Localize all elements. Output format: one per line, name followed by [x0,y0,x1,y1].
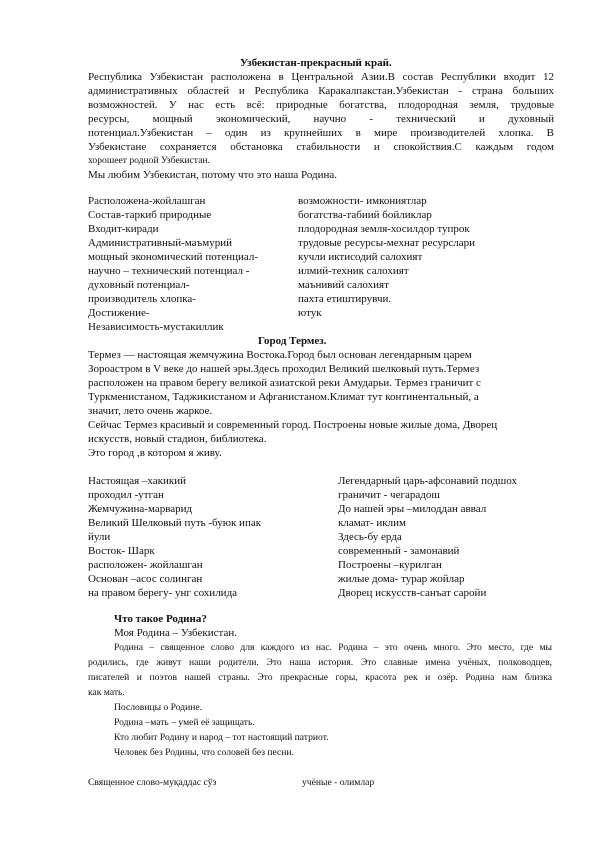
vocab-right-item: богатства-табиий бойликлар [298,209,432,221]
vocab-left-item: Расположена-жойлашган [88,195,206,207]
vocab-right-item: Здесь-бу ерда [338,531,402,543]
vocab-right-item: плодородная земля-хосилдор тупрок [298,223,470,235]
vocab-left-item: Восток- Шарк [88,545,155,557]
vocab-right-item: современный - замонавий [338,545,460,557]
vocab-right-item: граничит - чегарадош [338,489,440,501]
paragraph-line: искусств, новый стадион, библиотека. [88,433,267,445]
vocab-left-item: Состав-таркиб природные [88,209,212,221]
paragraph-line: ресурсы, мощный экономический, научно - технический и духовный [88,113,554,125]
paragraph-line: хорошеет родной Узбекистан. [88,155,210,166]
paragraph-line: потенциал.Узбекистан – один из крупнейших в мире производителей хлопка. В [88,127,554,139]
proverb-item: Человек без Родины, что соловей без песни. [114,747,294,758]
paragraph-line: административных областей и Республика Каракалпакстан.Узбекистан - страна больших [88,85,554,97]
paragraph-line: писателей и поэтов нашей страны. Это прекрасные горы, красота рек и озёр. Родина нам близка [88,672,552,683]
vocab-left-item: производитель хлопка- [88,293,196,305]
vocab-left-item: Настоящая –хакикий [88,475,186,487]
vocab-left-item: йули [88,531,111,543]
vocab-left-item: на правом берегу- унг сохилида [88,587,238,599]
vocab-left-item: проходил -утган [88,489,164,501]
vocab-right-item: маънивий салохият [298,279,389,291]
vocab-left-item: Великий Шелковый путь -буюк ипак [88,517,262,529]
paragraph-closing: Мы любим Узбекистан, потому что это наша Родина. [88,169,338,181]
paragraph-line: Термез — настоящая жемчужина Востока.Город был основан легендарным царем [88,349,472,361]
vocab-right-item: Построены –курилган [338,559,442,571]
vocab-left-item: расположен- жойлашган [88,559,203,571]
vocab-right-item: До нашей эры –милоддан аввал [338,503,487,515]
vocab-right-item: жилые дома- турар жойлар [338,573,465,585]
vocab-right-item: Дворец искусств-санъат саройи [338,587,487,599]
section-title-uzbekistan: Узбекистан-прекрасный край. [240,57,392,69]
paragraph-line: Туркменистаном, Таджикистаном и Афганистаном.Климат тут континентальный, а [88,391,479,403]
vocab-left-item: Жемчужина-марварид [88,503,193,515]
paragraph-line: Зороастром в V веке до нашей эры.Здесь проходил Великий шелковый путь.Термез [88,363,480,375]
paragraph-line: возможностей. У нас есть всё: природные богатства, плодородная земля, трудовые [88,99,554,111]
vocab-left-item: Входит-киради [88,223,159,235]
vocab-left-item: Основан –асос солинган [88,573,203,585]
footer-vocab-left: Священное слово-муқаддас сўз [88,777,217,788]
paragraph-line: значит, лето очень жаркое. [88,405,213,417]
vocab-right-item: трудовые ресурсы-мехнат ресурслари [298,237,476,249]
paragraph-line: расположен на правом берегу великой азиатской реки Амударьи. Термез граничит с [88,377,481,389]
section-question: Что такое Родина? [114,613,207,625]
proverb-item: Родина –мать – умей её защищать. [114,717,255,728]
vocab-right-item: ютук [298,307,322,319]
vocab-right-item: пахта етиштирувчи. [298,293,392,305]
vocab-left-item: духовный потенциал- [88,279,190,291]
vocab-left-item: Независимость-мустакиллик [88,321,224,333]
proverbs-title: Пословицы о Родине. [114,702,203,713]
vocab-right-item: возможности- имкониятлар [298,195,427,207]
paragraph-line: Республика Узбекистан расположена в Центральной Азии.В состав Республики входит 12 [88,71,554,83]
vocab-left-item: мощный экономический потенциал- [88,251,259,263]
vocab-left-item: научно – технический потенциал - [88,265,250,277]
footer-vocab-right: учёные - олимлар [302,777,375,788]
section-title-termez: Город Термез. [258,335,327,347]
paragraph-line: родились, где живут наши родители. Это наша история. Это славные имена учёных, полководцев, [88,657,552,668]
section-answer: Моя Родина – Узбекистан. [114,627,237,639]
paragraph-line: Узбекистане сохраняется обстановка стабильности и спокойствия.С каждым годом [88,141,554,153]
vocab-left-item: Административный-маъмурий [88,237,232,249]
vocab-right-item: кламат- иклим [338,517,406,529]
paragraph-line: Это город ,в котором я живу. [88,447,222,459]
vocab-left-item: Достижение- [88,307,150,319]
paragraph-line: как мать. [88,687,125,698]
proverb-item: Кто любит Родину и народ – тот настоящий патриот. [114,732,329,743]
paragraph-line: Родина – священное слово для каждого из нас. Родина – это очень много. Это место, где мы [114,642,552,653]
vocab-right-item: илмий-техник салохият [298,265,409,277]
vocab-right-item: Легендарный царь-афсонавий подшох [338,475,517,487]
paragraph-line: Сейчас Термез красивый и современный город. Построены новые жилые дома, Дворец [88,419,498,431]
vocab-right-item: кучли иктисодий салохият [298,251,423,263]
